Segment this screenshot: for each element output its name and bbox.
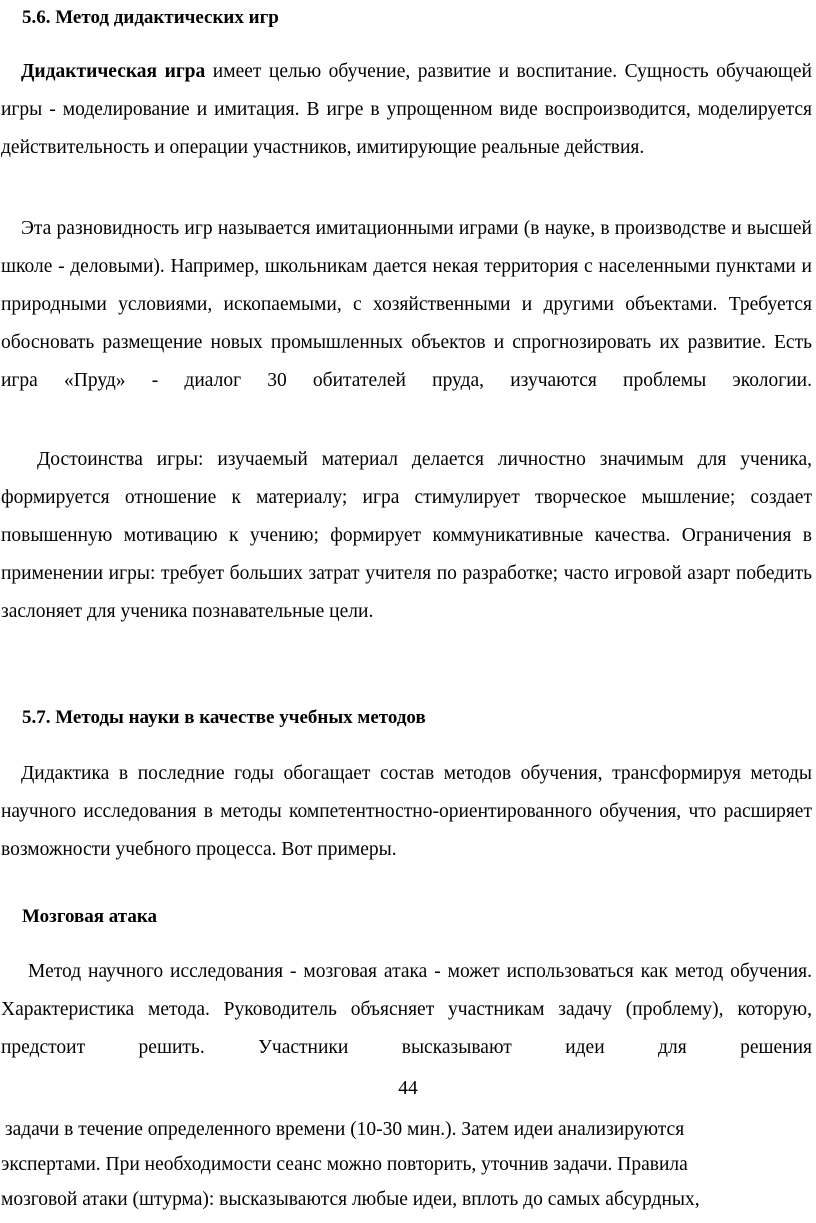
next-page-text bbox=[0, 1112, 812, 1217]
next-page-line-1: задачи в течение определенного времени (10-30 мин.). Затем идеи анализируются bbox=[0, 1119, 685, 1140]
paragraph-simulation-games: Эта разновидность игр называется имитационными играми (в науке, в производстве и высшей школе - деловыми). Например, школьникам дается некая территория с населенными пунктами и природными условиями, ископаемыми, с хозяйственными и другими объектами. Требуется обосновать размещение новых промышленных объектов и спрогнозировать их развитие. Есть игра «Пруд» - диалог 30 обитателей пруда, изучаются проблемы экологии. bbox=[1, 218, 812, 391]
term-didactic-game: Дидактическая игра bbox=[21, 61, 206, 82]
paragraph-game-advantages: Достоинства игры: изучаемый материал делается личностно значимым для ученика, формируется отношение к материалу; игра стимулирует творческое мышление; создает повышенную мотивацию к учению; формирует коммуникативные качества. Ограничения в применении игры: требует больших затрат учителя по разработке; часто игровой азарт победить заслоняет для ученика познавательные цели. bbox=[1, 449, 812, 622]
section-5-7-heading: 5.7. Методы науки в качестве учебных методов bbox=[22, 707, 426, 728]
next-page-line-3: мозговой атаки (штурма): высказываются любые идеи, вплоть до самых абсурдных, bbox=[1, 1189, 700, 1210]
paragraph-didactic-game bbox=[1, 53, 812, 167]
section-5-6-heading: 5.6. Метод дидактических игр bbox=[22, 7, 279, 28]
brainstorm-heading: Мозговая атака bbox=[22, 906, 158, 927]
page-number: 44 bbox=[398, 1078, 418, 1099]
paragraph-brainstorm: Метод научного исследования - мозговая атака - может использоваться как метод обучения. Характеристика метода. Руководитель объясняет участникам задачу (проблему), которую, предстоит решить. Участники высказывают идеи для решения bbox=[1, 961, 812, 1058]
paragraph-science-methods: Дидактика в последние годы обогащает состав методов обучения, трансформируя методы научного исследования в методы компетентностно-ориентированного обучения, что расширяет возможности учебного процесса. Вот примеры. bbox=[1, 763, 812, 860]
next-page-line-2: экспертами. При необходимости сеанс можно повторить, уточнив задачи. Правила bbox=[1, 1154, 688, 1175]
paragraph-didactic-game-text: имеет целью обучение, развитие и воспитание. Сущность обучающей игры - моделирование и имитация. В игре в упрощенном виде воспроизводится, моделируется действительность и операции участников, имитирующие реальные действия. bbox=[1, 61, 812, 158]
